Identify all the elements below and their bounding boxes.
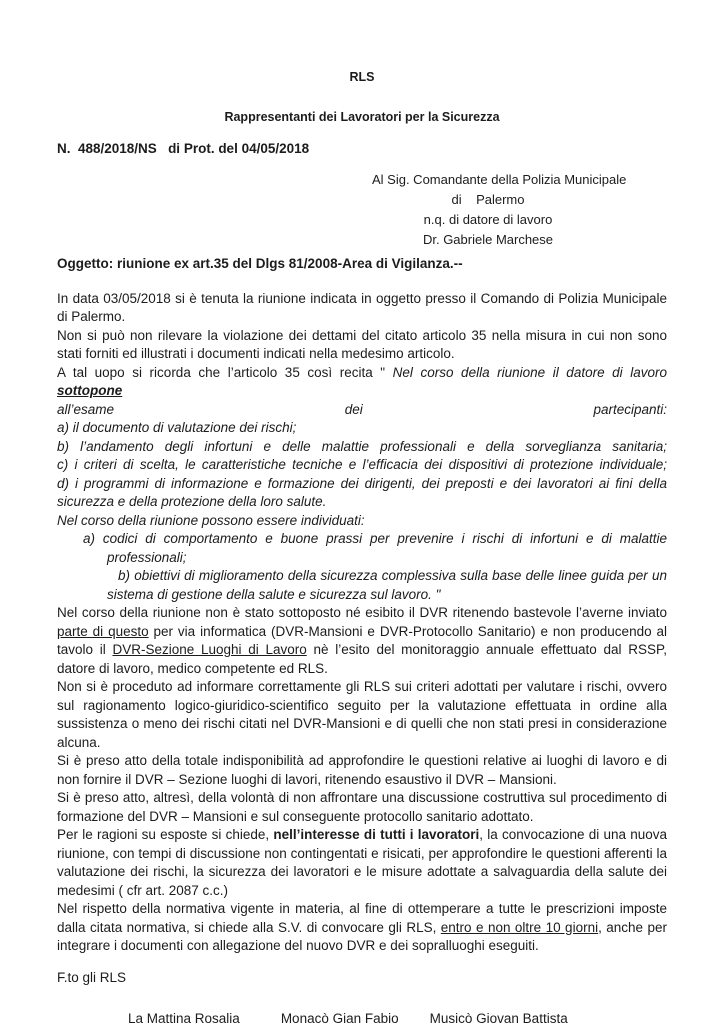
paragraph — [57, 327, 667, 364]
paragraph — [57, 290, 667, 327]
text-run: Si è preso atto della totale indisponibilità ad approfondire le questioni relative ai luoghi di lavoro e di non fornire il DVR – Sezione luoghi di lavori, ritenendo esaustivo il DVR – Mansioni. — [57, 753, 667, 787]
text-run: nè l’esito del monitoraggio annuale effettuato dal RSSP, datore di lavoro, medico competente ed RLS. — [57, 642, 667, 676]
signature-name: Musicò Giovan Battista — [429, 1011, 568, 1024]
paragraph — [57, 512, 667, 531]
paragraph — [57, 364, 667, 401]
text-run: sottopone — [57, 383, 123, 398]
paragraph-segment: partecipanti: — [593, 401, 667, 417]
text-run: a) il documento di valutazione dei rischi; — [57, 420, 297, 435]
recipient-block — [372, 170, 627, 250]
signature-name: Monacò Gian Fabio — [280, 1011, 399, 1024]
text-run: parte di questo — [57, 623, 149, 639]
text-run: entro e non oltre 10 giorni — [440, 919, 599, 935]
signatures-row — [57, 1010, 667, 1024]
paragraph — [57, 419, 667, 438]
text-run: , anche per integrare i documenti con allegazione del nuovo DVR e dei sopralluoghi eseguiti. — [57, 919, 668, 953]
paragraph — [57, 678, 667, 752]
letterhead-title: RLS — [349, 70, 375, 84]
paragraph — [57, 456, 667, 475]
text-run: Per le ragioni su esposte si chiede, — [57, 827, 274, 842]
signoff: F.to gli RLS — [57, 969, 127, 985]
paragraph — [57, 475, 667, 512]
recipient-line: n.q. di datore di lavoro — [423, 212, 553, 227]
recipient-line: Dr. Gabriele Marchese — [422, 232, 554, 247]
paragraph-segment: all’esame — [57, 401, 115, 417]
paragraph — [57, 789, 667, 826]
text-run: nell’interesse di tutti i lavoratori — [273, 827, 480, 842]
text-run: Nel corso della riunione non è stato sottoposto né esibito il DVR ritenendo bastevole l’averne inviato — [57, 605, 667, 620]
text-run: DVR-Sezione Luoghi di Lavoro — [112, 642, 307, 657]
signature-name: La Mattina Rosalia — [128, 1011, 240, 1024]
subject-line: Oggetto: riunione ex art.35 del Dlgs 81/2008-Area di Vigilanza.-- — [57, 256, 463, 271]
paragraph — [57, 530, 667, 567]
text-run: In data 03/05/2018 si è tenuta la riunione indicata in oggetto presso il Comando di Polizia Municipale di Palermo. — [57, 290, 667, 324]
paragraph — [57, 567, 667, 604]
text-run: c) i criteri di scelta, le caratteristiche tecniche e l’efficacia dei dispositivi di protezione individuale; — [57, 457, 667, 472]
paragraph — [57, 826, 667, 900]
text-run: b) obiettivi di miglioramento della sicurezza complessiva sulla base delle linee guida per un sistema di gestione della salute e sicurezza sul lavoro. " — [107, 568, 667, 602]
text-run: b) l’andamento degli infortuni e delle malattie professionali e della sorveglianza sanitaria; — [57, 438, 667, 454]
text-run: per via informatica (DVR-Mansioni e DVR-Protocollo Sanitario) e non producendo al tavolo il — [57, 623, 668, 657]
text-run: , la convocazione di una nuova riunione, con tempi di discussione non contingentati e risicati, per approfondire le questioni afferenti la valutazione dei rischi, la sicurezza dei lavoratori e le misure adottate a salvaguardia della salute dei medesimi ( cfr art. 2087 c.c.) — [57, 827, 667, 898]
recipient-line: Al Sig. Comandante della Polizia Municipale — [372, 172, 627, 187]
text-run: Nel corso della riunione possono essere individuati: — [57, 512, 365, 528]
text-run: A tal uopo si ricorda che l’articolo 35 così recita " — [57, 364, 393, 380]
paragraph — [57, 900, 667, 956]
paragraph-segment: dei — [344, 401, 363, 417]
text-run: Nel corso della riunione il datore di lavoro — [392, 364, 667, 380]
paragraph — [57, 401, 667, 420]
paragraph — [57, 438, 667, 457]
letterhead-subtitle: Rappresentanti dei Lavoratori per la Sicurezza — [224, 110, 500, 124]
paragraph — [57, 752, 667, 789]
recipient-line: di Palermo — [451, 192, 525, 207]
text-run: Non si è proceduto ad informare correttamente gli RLS sui criteri adottati per valutare i rischi, ovvero sul ragionamento logico-giuridico-scientifico seguito per la valutazione effettuata in ordine alla sussistenza o meno dei rischi citati nel DVR-Mansioni e di quelli che non stati presi in considerazione alcuna. — [57, 679, 667, 750]
text-run: a) codici di comportamento e buone prassi per prevenire i rischi di infortuni e di malattie professionali; — [83, 531, 667, 565]
paragraph — [57, 604, 667, 678]
text-run: Si è preso atto, altresì, della volontà di non affrontare una discussione costruttiva sul procedimento di formazione del DVR – Mansioni e sul conseguente protocollo sanitario adottato. — [57, 790, 667, 824]
text-run: Non si può non rilevare la violazione dei dettami del citato articolo 35 nella misura in cui non sono stati forniti ed illustrati i documenti indicati nella medesimo articolo. — [57, 327, 667, 361]
text-run: Nel rispetto della normativa vigente in materia, al fine di ottemperare a tutte le prescrizioni imposte dalla citata normativa, si chiede alla S.V. di convocare gli RLS, — [57, 901, 667, 935]
letter-body — [57, 290, 667, 956]
protocol-number: N. 488/2018/NS di Prot. del 04/05/2018 — [57, 141, 310, 156]
text-run: d) i programmi di informazione e formazione dei dirigenti, dei preposti e dei lavoratori ai fini della sicurezza e della protezione della loro salute. — [57, 475, 667, 509]
